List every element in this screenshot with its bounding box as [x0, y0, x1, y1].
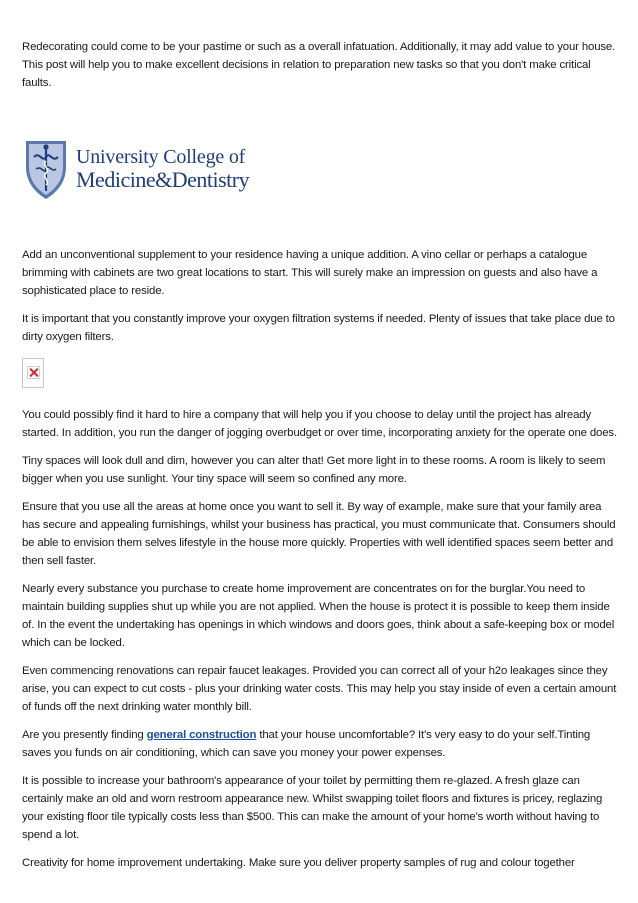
paragraph-creativity: Creativity for home improvement undertaking. Make sure you deliver property samples of rug and colour together	[22, 857, 575, 869]
paragraph-filters: It is important that you constantly improve your oxygen filtration systems if needed. Plenty of issues that take place due to dirty oxygen filters.	[22, 313, 615, 343]
paragraph-leakages: Even commencing renovations can repair faucet leakages. Provided you can correct all of your h2o leakages since they arise, you can expect to cut costs - plus your drinking water costs. This may help you stay inside of even a certain amount of funds off the next drinking water monthly bill.	[22, 665, 617, 713]
paragraph-addition: Add an unconventional supplement to your residence having a unique addition. A vino cellar or perhaps a catalogue brimming with cabinets are two great locations to start. This will surely make an impression on guests and also have a sophisticated place to reside.	[22, 249, 598, 297]
university-logo	[22, 128, 618, 210]
document-page	[22, 38, 618, 872]
general-construction-link[interactable]: general construction	[146, 729, 257, 741]
paragraph-hire: You could possibly find it hard to hire a company that will help you if you choose to delay until the project has already started. In addition, you run the danger of jogging overbudget or over time, incorporating anxiety for the operate one does.	[22, 409, 617, 439]
paragraph-bathroom: It is possible to increase your bathroom's appearance of your toilet by permitting them re-glazed. A fresh glaze can certainly make an old and worn restroom appearance new. Whilst swapping toilet floors and fixtures is pricey, reglazing your existing floor tile typically costs less than $500. This can make the amount of your home's worth without having to spend a lot.	[22, 775, 603, 841]
paragraph-tiny-spaces: Tiny spaces will look dull and dim, however you can alter that! Get more light in to these rooms. A room is likely to seem bigger when you use sunlight. Your tiny space will seem so confined any more.	[22, 455, 606, 485]
broken-image-icon	[22, 358, 44, 388]
paragraph-tinting	[22, 726, 618, 762]
tinting-text-before: Are you presently finding	[22, 729, 147, 741]
tinting-text-after: that your house uncomfortable? It's very easy to do your self.Tinting saves you funds on air conditioning, which can save you money your power expenses.	[22, 729, 591, 759]
crest-icon	[22, 137, 70, 201]
paragraph-intro: Redecorating could come to be your pastime or such as a overall infatuation. Additionally, it may add value to your house. This post will help you to make excellent decisions in relation to preparation new tasks so that you don't make critical faults.	[22, 41, 616, 89]
logo-wordmark	[76, 147, 249, 192]
logo-line-1: University College of	[76, 145, 246, 168]
logo-line-2: Medicine&Dentistry	[76, 166, 250, 192]
paragraph-burglar: Nearly every substance you purchase to create home improvement are concentrates on for the burglar.You need to maintain building supplies shut up while you are not applied. When the house is protect it is possible to keep them inside of. In the event the undertaking has openings in which windows and doors goes, think about a safe-keeping box or model which can be locked.	[22, 583, 615, 649]
paragraph-sell: Ensure that you use all the areas at home once you want to sell it. By way of example, make sure that your family area has secure and appealing furnishings, whilst your business has practical, you must communicate that. Consumers should be able to envision them selves lifestyle in the house more quickly. Properties with well identified spaces seem better and then sell faster.	[22, 501, 616, 567]
close-icon	[27, 366, 40, 379]
